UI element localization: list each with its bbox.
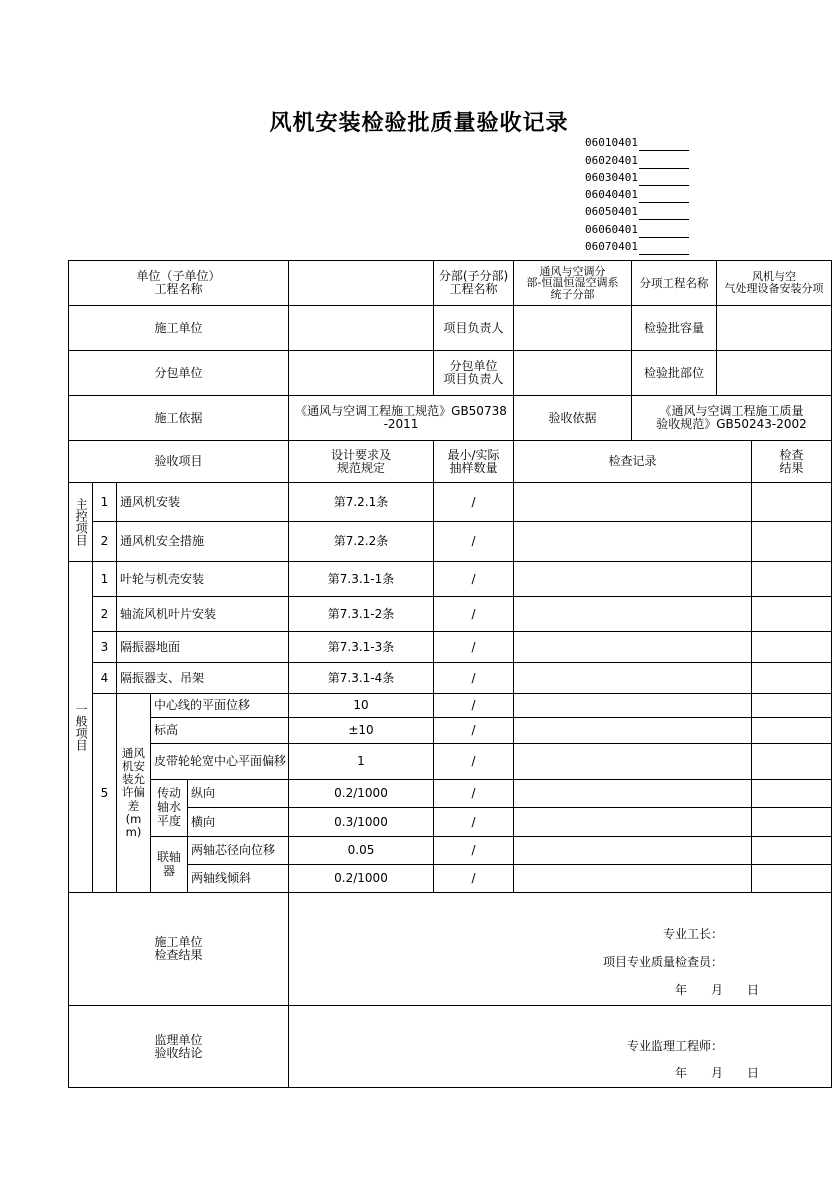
item-result[interactable]	[752, 718, 832, 744]
code-number: 06040401	[585, 188, 638, 202]
table-row	[69, 718, 832, 744]
item-result[interactable]	[752, 663, 832, 694]
item-name: 中心线的平面位移	[151, 694, 289, 718]
item-result[interactable]	[752, 522, 832, 562]
code-line	[585, 151, 689, 168]
contractor-field[interactable]	[289, 306, 434, 351]
coupling-group-label	[151, 837, 188, 893]
shaft-group-text: 传动轴水平度	[156, 786, 181, 828]
col-spec-header: 设计要求及 规范规定	[289, 441, 434, 483]
item-spec: 0.3/1000	[289, 808, 434, 837]
item-result[interactable]	[752, 744, 832, 780]
item-spec: 第7.3.1-2条	[289, 597, 434, 632]
item-no: 2	[93, 522, 117, 562]
subdivision-label: 分部(子分部) 工程名称	[434, 261, 514, 306]
item-name: 两轴线倾斜	[188, 865, 289, 893]
table-row	[69, 780, 832, 808]
batch-capacity-field[interactable]	[717, 306, 832, 351]
deviation-group-label	[117, 694, 151, 893]
main-group-label	[69, 483, 93, 562]
deviation-group-text: 通风机安装允许偏差(mm)	[122, 745, 145, 840]
code-line	[585, 186, 689, 203]
item-sample[interactable]: /	[434, 718, 514, 744]
item-name: 隔振器支、吊架	[117, 663, 289, 694]
item-name: 横向	[188, 808, 289, 837]
item-spec: 0.2/1000	[289, 865, 434, 893]
subdivision-value: 通风与空调分 部-恒温恒湿空调系 统子分部	[514, 261, 632, 306]
item-sample[interactable]: /	[434, 865, 514, 893]
supervisor-check-label: 监理单位 验收结论	[69, 1006, 289, 1088]
batch-capacity-label: 检验批容量	[632, 306, 717, 351]
item-result[interactable]	[752, 837, 832, 865]
batch-location-label: 检验批部位	[632, 351, 717, 396]
item-record[interactable]	[514, 694, 752, 718]
project-name-label: 单位（子单位） 工程名称	[69, 261, 289, 306]
item-record[interactable]	[514, 808, 752, 837]
item-sample[interactable]: /	[434, 632, 514, 663]
acceptance-basis-value: 《通风与空调工程施工质量 验收规范》GB50243-2002	[632, 396, 832, 441]
table-row	[69, 837, 832, 865]
contractor-check-label: 施工单位 检查结果	[69, 893, 289, 1006]
item-name-label: 分项工程名称	[632, 261, 717, 306]
col-result-header: 检查 结果	[752, 441, 832, 483]
item-name: 通风机安全措施	[117, 522, 289, 562]
table-row	[69, 632, 832, 663]
item-name: 标高	[151, 718, 289, 744]
item-name: 叶轮与机壳安装	[117, 562, 289, 597]
code-blank[interactable]	[639, 225, 689, 238]
code-line	[585, 169, 689, 186]
table-row	[69, 562, 832, 597]
item-name: 皮带轮轮宽中心平面偏移	[151, 744, 289, 780]
item-result[interactable]	[752, 780, 832, 808]
item-result[interactable]	[752, 483, 832, 522]
item-sample[interactable]: /	[434, 694, 514, 718]
pm-label: 项目负责人	[434, 306, 514, 351]
item-sample[interactable]: /	[434, 483, 514, 522]
basis-value: 《通风与空调工程施工规范》GB50738 -2011	[289, 396, 514, 441]
table-row	[69, 522, 832, 562]
subcontractor-label: 分包单位	[69, 351, 289, 396]
item-spec: 第7.2.2条	[289, 522, 434, 562]
project-name-field[interactable]	[289, 261, 434, 306]
item-spec: ±10	[289, 718, 434, 744]
item-sample[interactable]: /	[434, 562, 514, 597]
contractor-date: 年 月 日	[674, 983, 759, 997]
batch-location-field[interactable]	[717, 351, 832, 396]
page-title: 风机安装检验批质量验收记录	[269, 110, 569, 136]
item-result[interactable]	[752, 865, 832, 893]
supervisor-date: 年 月 日	[674, 1066, 759, 1080]
item-sample[interactable]: /	[434, 597, 514, 632]
item-no: 5	[93, 694, 117, 893]
item-record[interactable]	[514, 632, 752, 663]
item-no: 3	[93, 632, 117, 663]
item-name: 通风机安装	[117, 483, 289, 522]
item-result[interactable]	[752, 562, 832, 597]
item-no: 4	[93, 663, 117, 694]
foreman-label: 专业工长：	[662, 927, 723, 941]
code-line	[585, 220, 689, 237]
item-sample[interactable]: /	[434, 837, 514, 865]
main-group-text: 主控项目	[74, 498, 89, 546]
contractor-label: 施工单位	[69, 306, 289, 351]
item-spec: 1	[289, 744, 434, 780]
item-no: 1	[93, 562, 117, 597]
code-number: 06030401	[585, 170, 638, 184]
col-item-header: 验收项目	[69, 441, 289, 483]
sub-pm-field[interactable]	[514, 351, 632, 396]
code-line	[585, 203, 689, 220]
sub-pm-label: 分包单位 项目负责人	[434, 351, 514, 396]
item-record[interactable]	[514, 865, 752, 893]
table-row	[69, 744, 832, 780]
table-row	[69, 483, 832, 522]
inspection-form-grid	[68, 260, 832, 1088]
item-sample[interactable]: /	[434, 522, 514, 562]
item-spec: 第7.2.1条	[289, 483, 434, 522]
item-sample[interactable]: /	[434, 780, 514, 808]
code-blank[interactable]	[639, 207, 689, 220]
inspector-label: 项目专业质量检查员：	[602, 955, 723, 969]
code-number: 06060401	[585, 222, 638, 236]
code-number: 06070401	[585, 240, 638, 254]
table-row	[69, 663, 832, 694]
general-group-text: 一般项目	[74, 703, 89, 751]
item-spec: 第7.3.1-3条	[289, 632, 434, 663]
item-sample[interactable]: /	[434, 808, 514, 837]
general-group-label	[69, 562, 93, 893]
item-name: 两轴芯径向位移	[188, 837, 289, 865]
code-blank[interactable]	[639, 190, 689, 203]
table-row	[69, 694, 832, 718]
acceptance-basis-label: 验收依据	[514, 396, 632, 441]
code-number: 06050401	[585, 205, 638, 219]
item-result[interactable]	[752, 632, 832, 663]
item-record[interactable]	[514, 562, 752, 597]
code-line	[585, 134, 689, 151]
item-result[interactable]	[752, 694, 832, 718]
item-name-value: 风机与空 气处理设备安装分项	[717, 261, 832, 306]
code-list	[585, 134, 689, 255]
item-spec: 0.2/1000	[289, 780, 434, 808]
coupling-group-text: 联轴器	[156, 849, 181, 878]
item-record[interactable]	[514, 744, 752, 780]
item-name: 轴流风机叶片安装	[117, 597, 289, 632]
code-blank[interactable]	[639, 138, 689, 151]
table-row	[69, 597, 832, 632]
item-name: 纵向	[188, 780, 289, 808]
code-blank[interactable]	[639, 173, 689, 186]
item-record[interactable]	[514, 597, 752, 632]
item-spec: 10	[289, 694, 434, 718]
pm-field[interactable]	[514, 306, 632, 351]
item-record[interactable]	[514, 718, 752, 744]
item-spec: 第7.3.1-1条	[289, 562, 434, 597]
col-sample-header: 最小/实际 抽样数量	[434, 441, 514, 483]
engineer-label: 专业监理工程师：	[626, 1039, 723, 1053]
item-record[interactable]	[514, 780, 752, 808]
code-number: 06020401	[585, 153, 638, 167]
code-blank[interactable]	[639, 242, 689, 255]
code-line	[585, 238, 689, 255]
shaft-group-label	[151, 780, 188, 837]
subcontractor-field[interactable]	[289, 351, 434, 396]
code-number: 06010401	[585, 136, 638, 150]
item-record[interactable]	[514, 483, 752, 522]
col-record-header: 检查记录	[514, 441, 752, 483]
item-no: 2	[93, 597, 117, 632]
item-record[interactable]	[514, 837, 752, 865]
basis-label: 施工依据	[69, 396, 289, 441]
item-spec: 0.05	[289, 837, 434, 865]
item-result[interactable]	[752, 597, 832, 632]
item-sample[interactable]: /	[434, 663, 514, 694]
item-record[interactable]	[514, 663, 752, 694]
item-record[interactable]	[514, 522, 752, 562]
item-spec: 第7.3.1-4条	[289, 663, 434, 694]
item-name: 隔振器地面	[117, 632, 289, 663]
item-no: 1	[93, 483, 117, 522]
item-sample[interactable]: /	[434, 744, 514, 780]
contractor-check-area[interactable]	[289, 893, 832, 1006]
supervisor-check-area[interactable]	[289, 1006, 832, 1088]
code-blank[interactable]	[639, 156, 689, 169]
item-result[interactable]	[752, 808, 832, 837]
